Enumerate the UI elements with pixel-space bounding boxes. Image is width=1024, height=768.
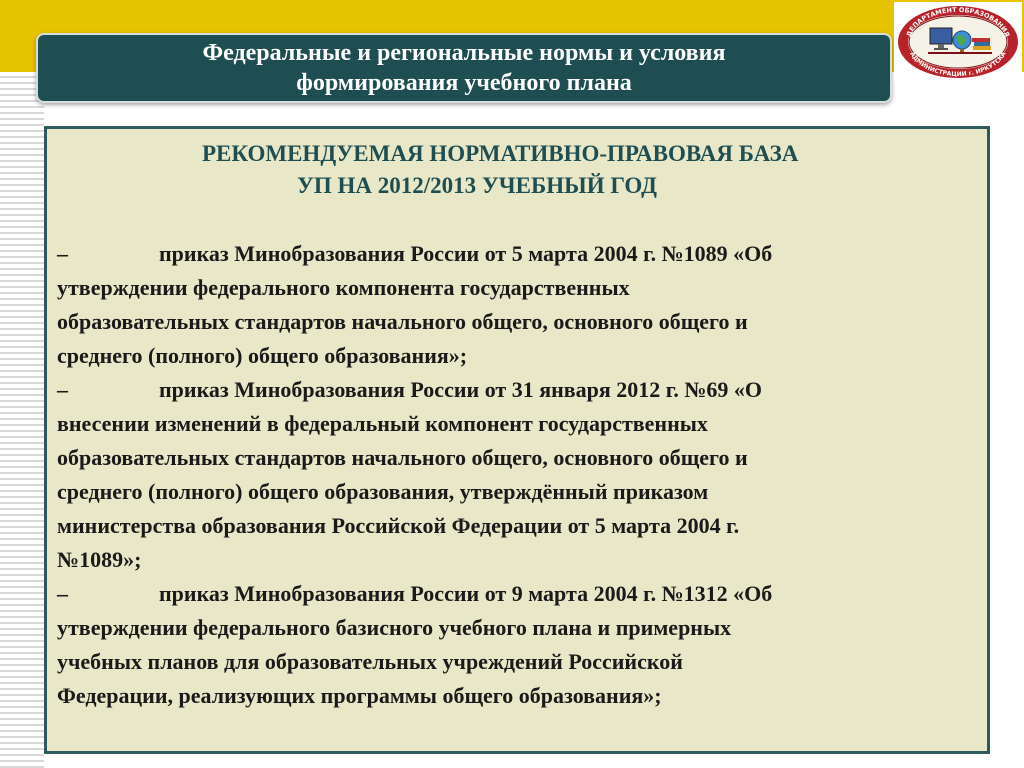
section-heading-line-2: УП НА 2012/2013 УЧЕБНЫЙ ГОД — [297, 173, 657, 198]
regulatory-document-list — [57, 237, 977, 713]
list-item — [57, 237, 977, 373]
list-item-line: образовательных стандартов начального общего, основного общего и — [57, 309, 748, 334]
list-item-line: утверждении федерального компонента государственных — [57, 275, 630, 300]
section-heading-line-1: РЕКОМЕНДУЕМАЯ НОРМАТИВНО-ПРАВОВАЯ БАЗА — [202, 141, 799, 166]
content-panel — [44, 126, 990, 754]
bullet-dash: – — [57, 377, 68, 402]
slide-title-line-2: формирования учебного плана — [296, 70, 632, 96]
list-item-line: среднего (полного) общего образования, утверждённый приказом — [57, 479, 709, 504]
slide-title-line-1: Федеральные и региональные нормы и условия — [202, 40, 726, 66]
list-item-line: среднего (полного) общего образования»; — [57, 343, 468, 368]
list-item-line: министерства образования Российской Федерации от 5 марта 2004 г. — [57, 513, 740, 538]
list-item — [57, 577, 977, 713]
bullet-dash: – — [57, 241, 68, 266]
slide-title-bar — [36, 33, 892, 103]
list-item-line: образовательных стандартов начального общего, основного общего и — [57, 445, 748, 470]
list-item-first-line: приказ Минобразования России от 31 января 2012 г. №69 «О — [159, 377, 763, 402]
list-item-line: №1089»; — [57, 547, 142, 572]
logo-graphic — [894, 2, 1022, 82]
department-of-education-emblem-icon — [894, 2, 1022, 82]
bullet-dash: – — [57, 581, 68, 606]
left-decorative-stripes — [0, 72, 44, 768]
list-item — [57, 373, 977, 577]
logo-text-bottom: АДМИНИСТРАЦИИ г. ИРКУТСКА — [908, 50, 1008, 79]
list-item-first-line: приказ Минобразования России от 5 марта 2004 г. №1089 «Об — [159, 241, 773, 266]
logo-text-top: ДЕПАРТАМЕНТ ОБРАЗОВАНИЯ — [904, 5, 1012, 39]
list-item-line: учебных планов для образовательных учреждений Российской — [57, 649, 683, 674]
list-item-first-line: приказ Минобразования России от 9 марта 2004 г. №1312 «Об — [159, 581, 773, 606]
list-item-line: внесении изменений в федеральный компонент государственных — [57, 411, 708, 436]
list-item-line: утверждении федерального базисного учебного плана и примерных — [57, 615, 732, 640]
list-item-line: Федерации, реализующих программы общего образования»; — [57, 683, 662, 708]
